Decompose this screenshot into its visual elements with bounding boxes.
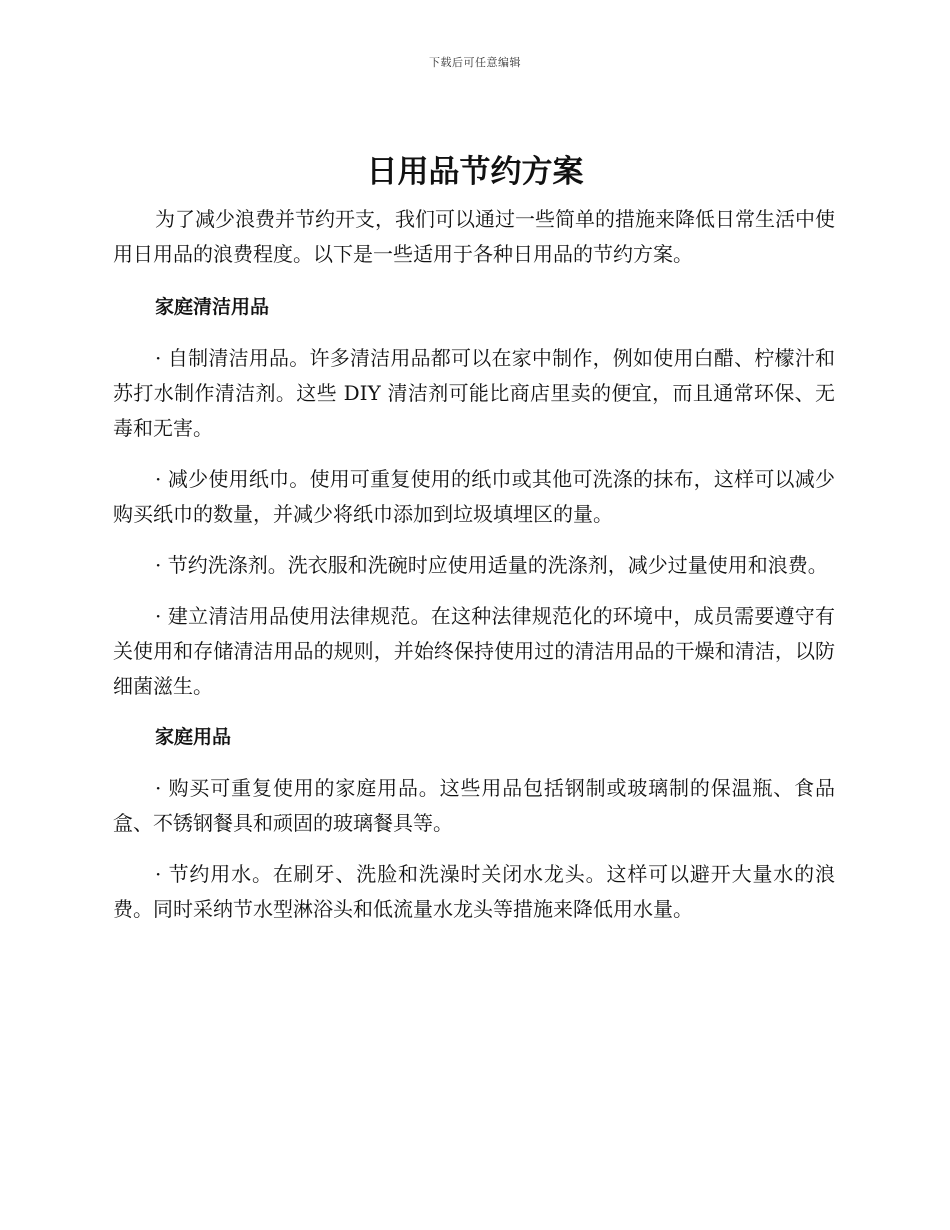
list-item: · 节约洗涤剂。洗衣服和洗碗时应使用适量的洗涤剂，减少过量使用和浪费。	[155, 553, 828, 577]
page-header: 下载后可任意编辑	[429, 56, 521, 69]
list-item: · 减少使用纸巾。使用可重复使用的纸巾或其他可洗涤的抹布，这样可以减少购买纸巾的数量，并减少将纸巾添加到垃圾填埋区的量。	[113, 467, 835, 526]
document-title: 日用品节约方案	[366, 154, 584, 190]
list-item: · 自制清洁用品。许多清洁用品都可以在家中制作，例如使用白醋、柠檬汁和苏打水制作清洁剂。这些 DIY 清洁剂可能比商店里卖的便宜，而且通常环保、无毒和无害。	[113, 346, 835, 440]
section-heading-cleaning: 家庭清洁用品	[155, 296, 270, 318]
document-body	[113, 202, 835, 943]
intro-paragraph: 为了减少浪费并节约开支，我们可以通过一些简单的措施来降低日常生活中使用日用品的浪费程度。以下是一些适用于各种日用品的节约方案。	[113, 207, 835, 266]
list-item: · 节约用水。在刷牙、洗脸和洗澡时关闭水龙头。这样可以避开大量水的浪费。同时采纳节水型淋浴头和低流量水龙头等措施来降低用水量。	[113, 862, 835, 921]
section-heading-household: 家庭用品	[155, 726, 232, 748]
list-item: · 购买可重复使用的家庭用品。这些用品包括钢制或玻璃制的保温瓶、食品盒、不锈钢餐具和顽固的玻璃餐具等。	[113, 776, 835, 835]
list-item: · 建立清洁用品使用法律规范。在这种法律规范化的环境中，成员需要遵守有关使用和存储清洁用品的规则，并始终保持使用过的清洁用品的干燥和清洁，以防细菌滋生。	[113, 604, 835, 698]
